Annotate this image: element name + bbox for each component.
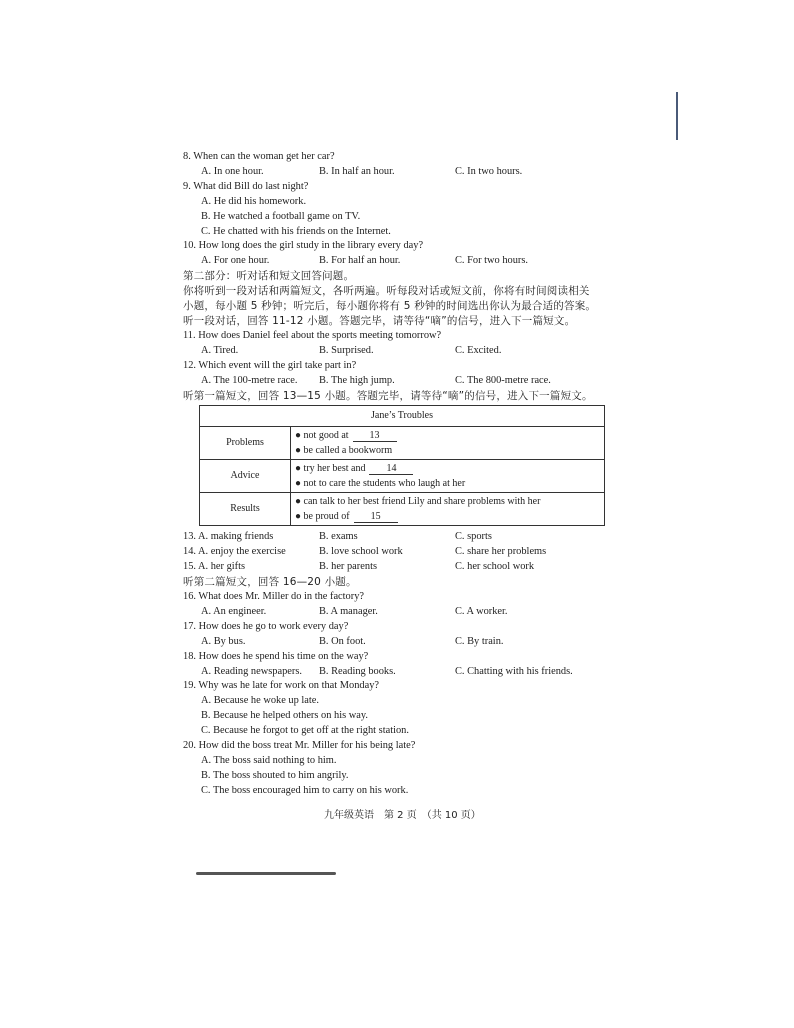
exam-content bbox=[183, 150, 623, 799]
option-a: A. The 100-metre race. bbox=[201, 374, 298, 386]
option-a: A. Tired. bbox=[201, 344, 239, 356]
option-a: A. For one hour. bbox=[201, 255, 270, 267]
advice-item-1 bbox=[295, 461, 600, 476]
option-c: C. By train. bbox=[455, 635, 504, 647]
option-a: A. Reading newspapers. bbox=[201, 665, 302, 677]
problems-item-1-text: ● not good at bbox=[295, 430, 349, 442]
option-b: B. love school work bbox=[319, 546, 403, 558]
question-13-options bbox=[183, 530, 623, 545]
question-17-options bbox=[183, 635, 623, 650]
option-b: B. The high jump. bbox=[319, 374, 395, 386]
option-b: B. A manager. bbox=[319, 605, 378, 617]
problems-item-1 bbox=[295, 428, 600, 443]
option-c: C. For two hours. bbox=[455, 255, 529, 267]
scan-edge-line bbox=[676, 92, 678, 140]
option-b: B. He watched a football game on TV. bbox=[201, 210, 361, 222]
problems-item-2: ● be called a bookworm bbox=[295, 445, 393, 457]
results-cell bbox=[291, 493, 605, 526]
option-c: C. Chatting with his friends. bbox=[455, 665, 573, 677]
option-a: A. In one hour. bbox=[201, 165, 264, 177]
blank-15: 15 bbox=[354, 511, 398, 523]
passage2-instruction: 听第二篇短文，回答 16—20 小题。 bbox=[183, 576, 357, 589]
advice-label: Advice bbox=[200, 460, 291, 493]
question-11-options bbox=[183, 344, 623, 359]
option-c: C. The boss encouraged him to carry on his work. bbox=[201, 784, 409, 796]
option-c: C. Excited. bbox=[455, 344, 502, 356]
problems-label: Problems bbox=[200, 427, 291, 460]
scan-bottom-line bbox=[196, 872, 336, 875]
question-16: 16. What does Mr. Miller do in the factory? bbox=[183, 591, 365, 603]
question-14-options bbox=[183, 545, 623, 560]
option-c: C. her school work bbox=[455, 561, 535, 573]
results-item-2 bbox=[295, 509, 600, 524]
question-16-options bbox=[183, 605, 623, 620]
passage1-instruction: 听第一篇短文，回答 13—15 小题。答题完毕，请等待“嘀”的信号，进入下一篇短文。 bbox=[183, 389, 593, 402]
option-a: 15. A. her gifts bbox=[183, 561, 246, 573]
question-10-options bbox=[183, 254, 623, 269]
blank-13: 13 bbox=[353, 430, 397, 442]
results-label: Results bbox=[200, 493, 291, 526]
results-item-1: ● can talk to her best friend Lily and share problems with her bbox=[295, 496, 541, 508]
option-b: B. On foot. bbox=[319, 635, 366, 647]
option-a: A. By bus. bbox=[201, 635, 246, 647]
option-a: A. The boss said nothing to him. bbox=[201, 755, 337, 766]
question-12-options bbox=[183, 374, 623, 389]
blank-14: 14 bbox=[369, 463, 413, 475]
question-20: 20. How did the boss treat Mr. Miller for his being late? bbox=[183, 740, 416, 752]
page-footer: 九年级英语 第 2 页 （共 10 页） bbox=[324, 810, 481, 821]
option-a: 14. A. enjoy the exercise bbox=[183, 546, 286, 558]
option-c: C. share her problems bbox=[455, 546, 547, 558]
results-item-2-text: ● be proud of bbox=[295, 511, 350, 523]
option-c: C. The 800-metre race. bbox=[455, 374, 551, 386]
option-c: C. Because he forgot to get off at the right station. bbox=[201, 725, 409, 737]
option-b: B. Surprised. bbox=[319, 344, 374, 356]
option-a: A. An engineer. bbox=[201, 605, 267, 617]
option-c: C. A worker. bbox=[455, 605, 508, 617]
part2-intro-line2: 小题，每小题 5 秒钟；听完后，每小题你将有 5 秒钟的时间选出你认为最合适的答案。 bbox=[183, 300, 597, 313]
dialog-instruction: 听一段对话，回答 11-12 小题。答题完毕，请等待“嘀”的信号，进入下一篇短文。 bbox=[183, 314, 576, 327]
part2-heading: 第二部分：听对话和短文回答问题。 bbox=[183, 270, 355, 283]
option-c: C. He chatted with his friends on the Internet. bbox=[201, 225, 391, 237]
question-12: 12. Which event will the girl take part in? bbox=[183, 359, 357, 371]
option-a: 13. A. making friends bbox=[183, 531, 274, 543]
option-b: B. In half an hour. bbox=[319, 165, 395, 177]
part2-intro-line1: 你将听到一段对话和两篇短文，各听两遍。听每段对话或短文前，你将有时间阅读相关 bbox=[183, 285, 590, 298]
janes-troubles-table bbox=[199, 405, 605, 526]
question-17: 17. How does he go to work every day? bbox=[183, 620, 349, 632]
question-11: 11. How does Daniel feel about the sports meeting tomorrow? bbox=[183, 329, 442, 341]
option-b: B. The boss shouted to him angrily. bbox=[201, 769, 349, 781]
option-b: B. For half an hour. bbox=[319, 255, 401, 267]
question-8-options bbox=[183, 165, 623, 180]
table-title: Jane’s Troubles bbox=[200, 406, 605, 427]
option-b: B. exams bbox=[319, 531, 358, 543]
option-b: B. her parents bbox=[319, 561, 377, 573]
question-15-options bbox=[183, 560, 623, 575]
question-18: 18. How does he spend his time on the way? bbox=[183, 650, 369, 662]
advice-cell bbox=[291, 460, 605, 493]
option-a: A. He did his homework. bbox=[201, 195, 307, 207]
question-18-options bbox=[183, 665, 623, 680]
question-8: 8. When can the woman get her car? bbox=[183, 151, 335, 162]
option-c: C. sports bbox=[455, 531, 492, 543]
problems-cell bbox=[291, 427, 605, 460]
option-a: A. Because he woke up late. bbox=[201, 695, 320, 707]
question-9: 9. What did Bill do last night? bbox=[183, 180, 309, 192]
advice-item-2: ● not to care the students who laugh at her bbox=[295, 478, 466, 490]
advice-item-1-text: ● try her best and bbox=[295, 463, 366, 475]
option-b: B. Reading books. bbox=[319, 665, 396, 677]
question-10: 10. How long does the girl study in the library every day? bbox=[183, 240, 424, 252]
option-c: C. In two hours. bbox=[455, 165, 523, 177]
question-19: 19. Why was he late for work on that Monday? bbox=[183, 680, 380, 692]
option-b: B. Because he helped others on his way. bbox=[201, 710, 368, 722]
